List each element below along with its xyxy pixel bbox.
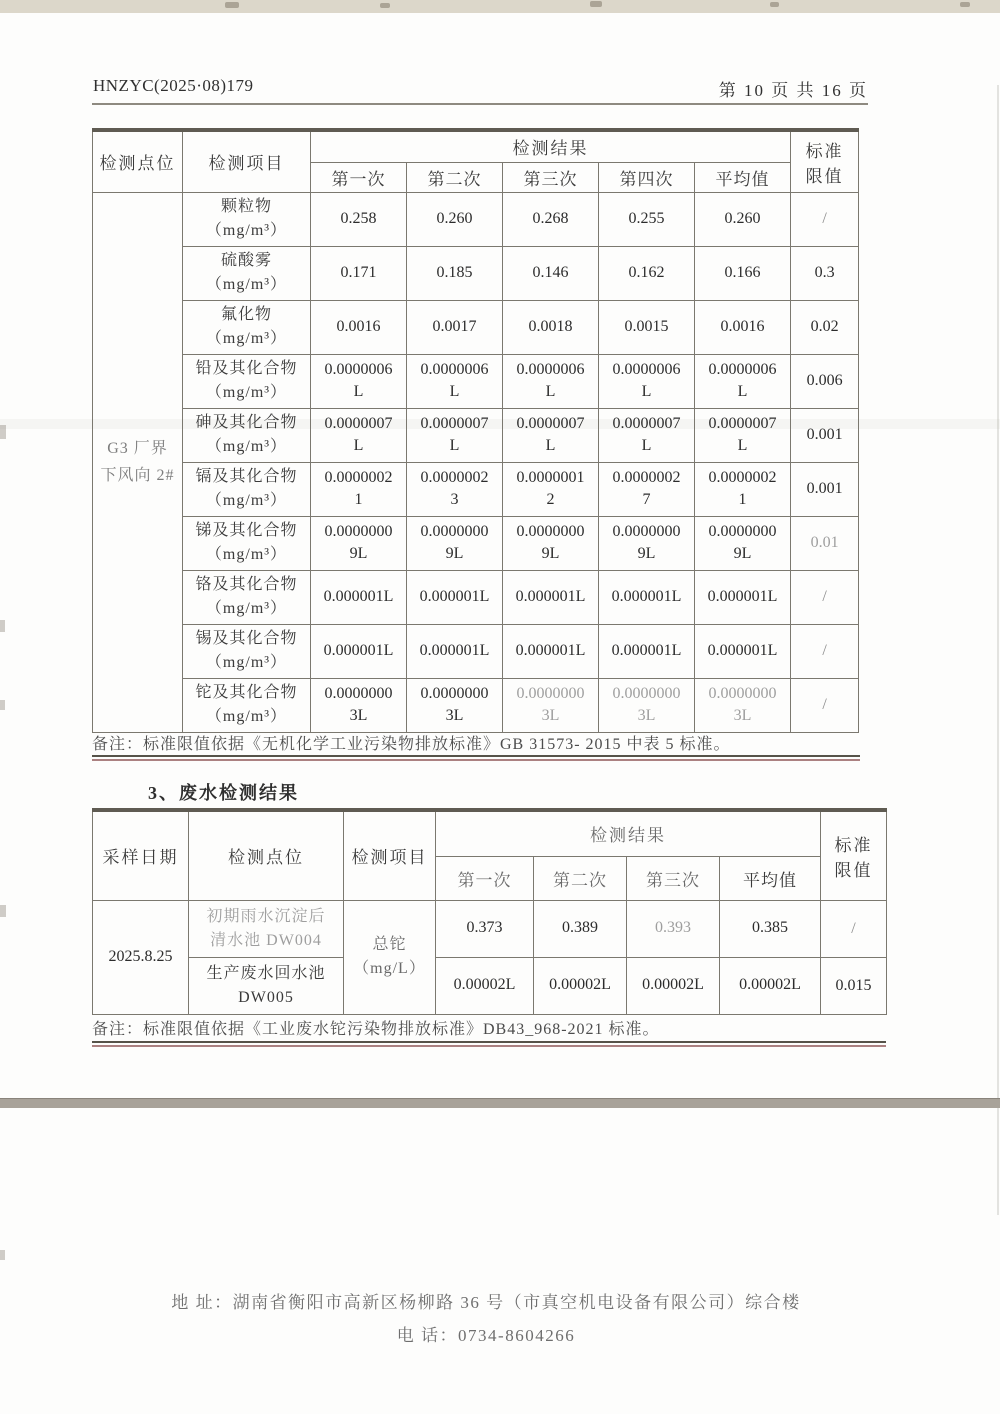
result-cell: 0.000001L bbox=[695, 624, 791, 678]
result-cell: 0.162 bbox=[599, 246, 695, 300]
section3-title: 3、废水检测结果 bbox=[148, 783, 299, 803]
item-cell: 铅及其化合物 （mg/m³） bbox=[183, 354, 311, 408]
limit-cell: / bbox=[791, 624, 859, 678]
limit-cell: 0.001 bbox=[791, 462, 859, 516]
limit-cell: 0.3 bbox=[791, 246, 859, 300]
scan-tick bbox=[0, 620, 5, 632]
result-cell: 0.268 bbox=[503, 192, 599, 246]
result-cell: 0.385 bbox=[720, 900, 821, 957]
item-cell: 硫酸雾 （mg/m³） bbox=[183, 246, 311, 300]
col-header-item: 检测项目 bbox=[344, 810, 436, 900]
result-cell: 0.00000003L bbox=[599, 678, 695, 732]
result-cell: 0.0000006L bbox=[407, 354, 503, 408]
result-cell: 0.00002L bbox=[436, 957, 534, 1014]
col-header-run2: 第二次 bbox=[407, 162, 503, 192]
result-cell: 0.000001L bbox=[311, 570, 407, 624]
limit-cell: 0.001 bbox=[791, 408, 859, 462]
item-cell: 镉及其化合物 （mg/m³） bbox=[183, 462, 311, 516]
scan-artifact-top-strip bbox=[0, 0, 1000, 13]
item-cell: 锡及其化合物 （mg/m³） bbox=[183, 624, 311, 678]
result-cell: 0.0016 bbox=[311, 300, 407, 354]
col-header-run3: 第三次 bbox=[627, 856, 720, 900]
item-cell: 锑及其化合物 （mg/m³） bbox=[183, 516, 311, 570]
col-header-limit bbox=[791, 130, 859, 192]
table2-bottom-rule bbox=[92, 1041, 886, 1047]
col-header-date: 采样日期 bbox=[93, 810, 189, 900]
limit-header-line2: 限值 bbox=[834, 860, 873, 880]
result-cell: 0.00000009L bbox=[695, 516, 791, 570]
table-row bbox=[93, 246, 859, 300]
table-row bbox=[93, 516, 859, 570]
col-header-run4: 第四次 bbox=[599, 162, 695, 192]
header-rule bbox=[92, 103, 868, 105]
limit-cell: 0.01 bbox=[791, 516, 859, 570]
table1-bottom-rule bbox=[92, 755, 860, 761]
result-cell: 0.000001L bbox=[695, 570, 791, 624]
item-cell: 砷及其化合物 （mg/m³） bbox=[183, 408, 311, 462]
site-cell: 初期雨水沉淀后 清水池 DW004 bbox=[189, 900, 344, 957]
result-cell: 0.00000009L bbox=[407, 516, 503, 570]
scan-tick bbox=[0, 700, 5, 710]
site-line2: 下风向 2# bbox=[100, 467, 175, 484]
scan-artifact-gray-band bbox=[0, 1098, 1000, 1108]
result-cell: 0.0000006L bbox=[311, 354, 407, 408]
result-cell: 0.00000021 bbox=[311, 462, 407, 516]
limit-cell: / bbox=[791, 192, 859, 246]
col-header-item: 检测项目 bbox=[183, 130, 311, 192]
table-row bbox=[93, 300, 859, 354]
limit-cell: / bbox=[791, 678, 859, 732]
page-footer bbox=[0, 1286, 972, 1352]
table-row bbox=[93, 408, 859, 462]
table-row bbox=[93, 354, 859, 408]
result-cell: 0.0017 bbox=[407, 300, 503, 354]
scan-smudge bbox=[225, 2, 239, 8]
item-cell: 铬及其化合物 （mg/m³） bbox=[183, 570, 311, 624]
result-cell: 0.000001L bbox=[599, 624, 695, 678]
table1-note: 备注：标准限值依据《无机化学工业污染物排放标准》GB 31573- 2015 中表 5 标准。 bbox=[92, 736, 731, 753]
result-cell: 0.000001L bbox=[407, 624, 503, 678]
result-cell: 0.000001L bbox=[503, 570, 599, 624]
result-cell: 0.00000009L bbox=[503, 516, 599, 570]
sample-date-cell: 2025.8.25 bbox=[93, 900, 189, 1014]
table-row bbox=[93, 900, 887, 957]
result-cell: 0.0015 bbox=[599, 300, 695, 354]
result-cell: 0.0000007L bbox=[407, 408, 503, 462]
result-cell: 0.258 bbox=[311, 192, 407, 246]
scan-smudge bbox=[960, 2, 970, 7]
result-cell: 0.00002L bbox=[534, 957, 627, 1014]
table2-note: 备注：标准限值依据《工业废水铊污染物排放标准》DB43_968-2021 标准。 bbox=[92, 1021, 660, 1038]
col-header-run1: 第一次 bbox=[436, 856, 534, 900]
result-cell: 0.260 bbox=[695, 192, 791, 246]
limit-cell: 0.015 bbox=[821, 957, 887, 1014]
result-cell: 0.255 bbox=[599, 192, 695, 246]
col-header-run4: 平均值 bbox=[720, 856, 821, 900]
site-cell: 生产废水回水池 DW005 bbox=[189, 957, 344, 1014]
table-row bbox=[93, 192, 859, 246]
table-header-row bbox=[93, 130, 859, 162]
result-cell: 0.146 bbox=[503, 246, 599, 300]
scan-tick bbox=[0, 905, 6, 917]
footer-address: 地 址：湖南省衡阳市高新区杨柳路 36 号（市真空机电设备有限公司）综合楼 bbox=[171, 1293, 801, 1312]
result-cell: 0.0000007L bbox=[695, 408, 791, 462]
scan-smudge bbox=[770, 2, 779, 7]
result-cell: 0.166 bbox=[695, 246, 791, 300]
result-cell: 0.00000027 bbox=[599, 462, 695, 516]
result-cell: 0.00002L bbox=[720, 957, 821, 1014]
page-number: 第 10 页 共 16 页 bbox=[718, 81, 868, 100]
result-cell: 0.0000007L bbox=[599, 408, 695, 462]
result-cell: 0.00002L bbox=[627, 957, 720, 1014]
table-row bbox=[93, 462, 859, 516]
result-cell: 0.00000003L bbox=[695, 678, 791, 732]
result-cell: 0.000001L bbox=[599, 570, 695, 624]
result-cell: 0.0000007L bbox=[311, 408, 407, 462]
table-row bbox=[93, 678, 859, 732]
footer-phone: 电 话：0734-8604266 bbox=[396, 1326, 576, 1345]
col-header-limit bbox=[821, 810, 887, 900]
col-header-run2: 第二次 bbox=[534, 856, 627, 900]
result-cell: 0.373 bbox=[436, 900, 534, 957]
limit-cell: / bbox=[821, 900, 887, 957]
item-cell: 总铊 （mg/L） bbox=[344, 900, 436, 1014]
result-cell: 0.000001L bbox=[407, 570, 503, 624]
col-header-run5: 平均值 bbox=[695, 162, 791, 192]
air-results-table bbox=[92, 128, 859, 733]
result-cell: 0.0000007L bbox=[503, 408, 599, 462]
result-cell: 0.00000003L bbox=[311, 678, 407, 732]
item-cell: 颗粒物 （mg/m³） bbox=[183, 192, 311, 246]
result-cell: 0.0000006L bbox=[695, 354, 791, 408]
result-cell: 0.00000009L bbox=[311, 516, 407, 570]
result-cell: 0.0018 bbox=[503, 300, 599, 354]
result-cell: 0.00000003L bbox=[503, 678, 599, 732]
limit-header-line1: 标准 bbox=[805, 141, 844, 161]
item-cell: 氟化物 （mg/m³） bbox=[183, 300, 311, 354]
col-header-site: 检测点位 bbox=[93, 130, 183, 192]
result-cell: 0.171 bbox=[311, 246, 407, 300]
item-cell: 铊及其化合物 （mg/m³） bbox=[183, 678, 311, 732]
result-cell: 0.389 bbox=[534, 900, 627, 957]
col-header-site: 检测点位 bbox=[189, 810, 344, 900]
scan-tick bbox=[0, 1250, 5, 1260]
result-cell: 0.00000003L bbox=[407, 678, 503, 732]
limit-cell: 0.006 bbox=[791, 354, 859, 408]
table-row bbox=[93, 624, 859, 678]
site-cell bbox=[93, 192, 183, 732]
result-cell: 0.00000012 bbox=[503, 462, 599, 516]
result-cell: 0.00000021 bbox=[695, 462, 791, 516]
result-cell: 0.000001L bbox=[503, 624, 599, 678]
site-line1: G3 厂界 bbox=[107, 439, 168, 457]
limit-header-line1: 标准 bbox=[834, 835, 873, 855]
result-cell: 0.260 bbox=[407, 192, 503, 246]
result-cell: 0.000001L bbox=[311, 624, 407, 678]
water-results-table bbox=[92, 808, 887, 1015]
result-cell: 0.0000006L bbox=[503, 354, 599, 408]
table-header-row bbox=[93, 810, 887, 856]
result-cell: 0.0000006L bbox=[599, 354, 695, 408]
doc-number: HNZYC(2025·08)179 bbox=[93, 76, 254, 95]
page-header bbox=[93, 76, 868, 101]
result-cell: 0.393 bbox=[627, 900, 720, 957]
result-cell: 0.00000009L bbox=[599, 516, 695, 570]
table-row bbox=[93, 570, 859, 624]
col-header-run3: 第三次 bbox=[503, 162, 599, 192]
col-header-result: 检测结果 bbox=[311, 130, 791, 162]
limit-cell: 0.02 bbox=[791, 300, 859, 354]
scan-artifact-right-edge bbox=[997, 85, 999, 1215]
limit-header-line2: 限值 bbox=[805, 166, 844, 186]
result-cell: 0.185 bbox=[407, 246, 503, 300]
limit-cell: / bbox=[791, 570, 859, 624]
col-header-run1: 第一次 bbox=[311, 162, 407, 192]
col-header-result: 检测结果 bbox=[436, 810, 821, 856]
scan-tick bbox=[0, 425, 6, 439]
result-cell: 0.0016 bbox=[695, 300, 791, 354]
scan-smudge bbox=[380, 3, 390, 8]
scan-smudge bbox=[590, 1, 602, 7]
table-row bbox=[93, 957, 887, 1014]
result-cell: 0.00000023 bbox=[407, 462, 503, 516]
